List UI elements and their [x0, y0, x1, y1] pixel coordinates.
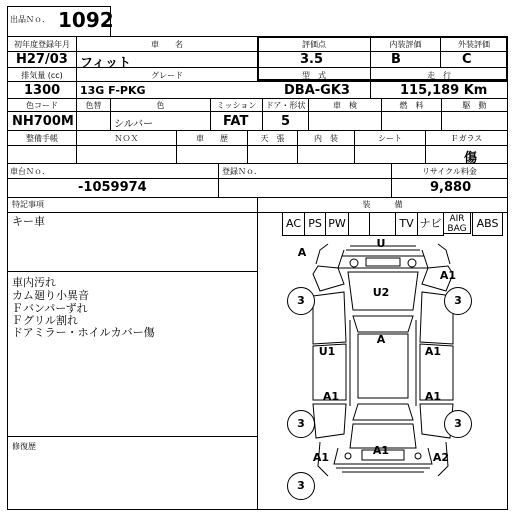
color-change-label: 色替 — [85, 101, 102, 110]
doors-label: ドア・形状 — [265, 101, 306, 110]
displacement-label: 排気量 (cc) — [21, 71, 63, 80]
wheel-rear-left: 3 — [287, 410, 315, 438]
spare-wheel: 3 — [287, 472, 315, 500]
special-text: キー車 — [12, 215, 45, 228]
interior-label: 内装評価 — [389, 40, 422, 49]
equip-blank-2 — [369, 212, 396, 236]
car-name-value: フィット — [80, 56, 131, 71]
score-label: 評価点 — [302, 40, 326, 49]
nox-label: ＮＯＸ — [114, 134, 139, 143]
year-label: 初年度登録年月 — [14, 40, 70, 49]
color-value: シルバー — [114, 119, 154, 130]
special-label: 特記事項 — [12, 200, 44, 209]
inspection-label: 車 検 — [333, 101, 357, 110]
displacement-value: 1300 — [24, 83, 61, 98]
chassis-value: -1059974 — [78, 180, 147, 195]
equip-pw: PW — [325, 212, 349, 236]
model-value: DBA-GK3 — [284, 83, 350, 98]
wheel-front-left: 3 — [287, 287, 315, 315]
grade-front-right: A1 — [439, 269, 457, 282]
reg-label: 登録Ｎｏ． — [222, 167, 262, 176]
grade-left-rear-door: A1 — [322, 390, 340, 403]
model-label: 型 式 — [302, 71, 326, 80]
chassis-label: 車台Ｎｏ． — [10, 167, 50, 176]
note-2: カム廻り小異音 — [12, 289, 89, 302]
equip-ac: AC — [282, 212, 305, 236]
grade-front-bumper: U — [376, 237, 386, 250]
wheel-rear-right: 3 — [444, 410, 472, 438]
lot-label: 出品Ｎｏ． — [10, 15, 50, 24]
color-no-label: 色コード — [26, 101, 58, 110]
repair-label: 修復歴 — [12, 442, 36, 451]
fuel-label: 燃 料 — [399, 101, 424, 110]
grade-label: グレード — [151, 71, 183, 80]
seat-label: シート — [378, 134, 402, 143]
lot-number: 1092 — [58, 8, 114, 32]
note-1: 車内汚れ — [12, 276, 56, 289]
year-value: H27/03 — [16, 52, 68, 67]
note-3: Ｆバンパーずれ — [12, 302, 88, 315]
note-4: Ｆグリル割れ — [12, 314, 78, 327]
grade-rear-left: A1 — [312, 451, 330, 464]
recycle-value: 9,880 — [430, 180, 472, 195]
equipment-label: 装 備 — [362, 200, 403, 209]
glass-value: 傷 — [464, 151, 478, 166]
grade-trunk: A1 — [372, 444, 390, 457]
color-label: 色 — [156, 101, 165, 110]
mission-label: ミッション — [216, 101, 257, 110]
note-5: ドアミラー・ホイルカバー傷 — [12, 326, 155, 339]
grade-right-rear-door: A1 — [424, 390, 442, 403]
drive-label: 駆 動 — [462, 101, 487, 110]
mission-value: FAT — [223, 114, 249, 129]
color-no-value: NH700M — [12, 114, 74, 129]
mileage-value: 115,189 Km — [400, 83, 488, 98]
equip-navi: ナビ — [417, 212, 444, 236]
exterior-label: 外装評価 — [458, 40, 490, 49]
grade-value: 13G F-PKG — [80, 84, 146, 97]
equip-blank-1 — [348, 212, 370, 236]
wheel-front-right: 3 — [444, 287, 472, 315]
score-value: 3.5 — [300, 52, 324, 67]
equip-tv: TV — [395, 212, 418, 236]
grade-windshield: A — [376, 333, 386, 346]
interior2-label: 内 装 — [314, 134, 338, 143]
grade-right-front-door: A1 — [424, 345, 442, 358]
equip-abs: ABS — [472, 212, 503, 236]
equip-airbag: AIR BAG — [443, 212, 471, 234]
glass-label: Ｆガラス — [450, 134, 483, 143]
car-diagram — [258, 236, 507, 509]
grade-rear-right: A2 — [432, 451, 450, 464]
exterior-value: C — [462, 52, 472, 67]
interior-value: B — [391, 52, 401, 67]
recycle-label: リサイクル料金 — [422, 167, 477, 176]
doors-value: 5 — [281, 114, 291, 129]
equip-ps: PS — [304, 212, 326, 236]
grade-front-left: A — [297, 246, 307, 259]
maintenance-label: 整備手帳 — [26, 134, 58, 143]
history-label: 車 歴 — [196, 134, 228, 143]
car-name-label: 車 名 — [151, 40, 183, 49]
mileage-label: 走 行 — [427, 71, 451, 80]
grade-left-front-door: U1 — [318, 345, 336, 358]
grade-hood: U2 — [372, 286, 390, 299]
frame-right — [507, 36, 508, 510]
roof-label: 天 張 — [260, 134, 285, 143]
